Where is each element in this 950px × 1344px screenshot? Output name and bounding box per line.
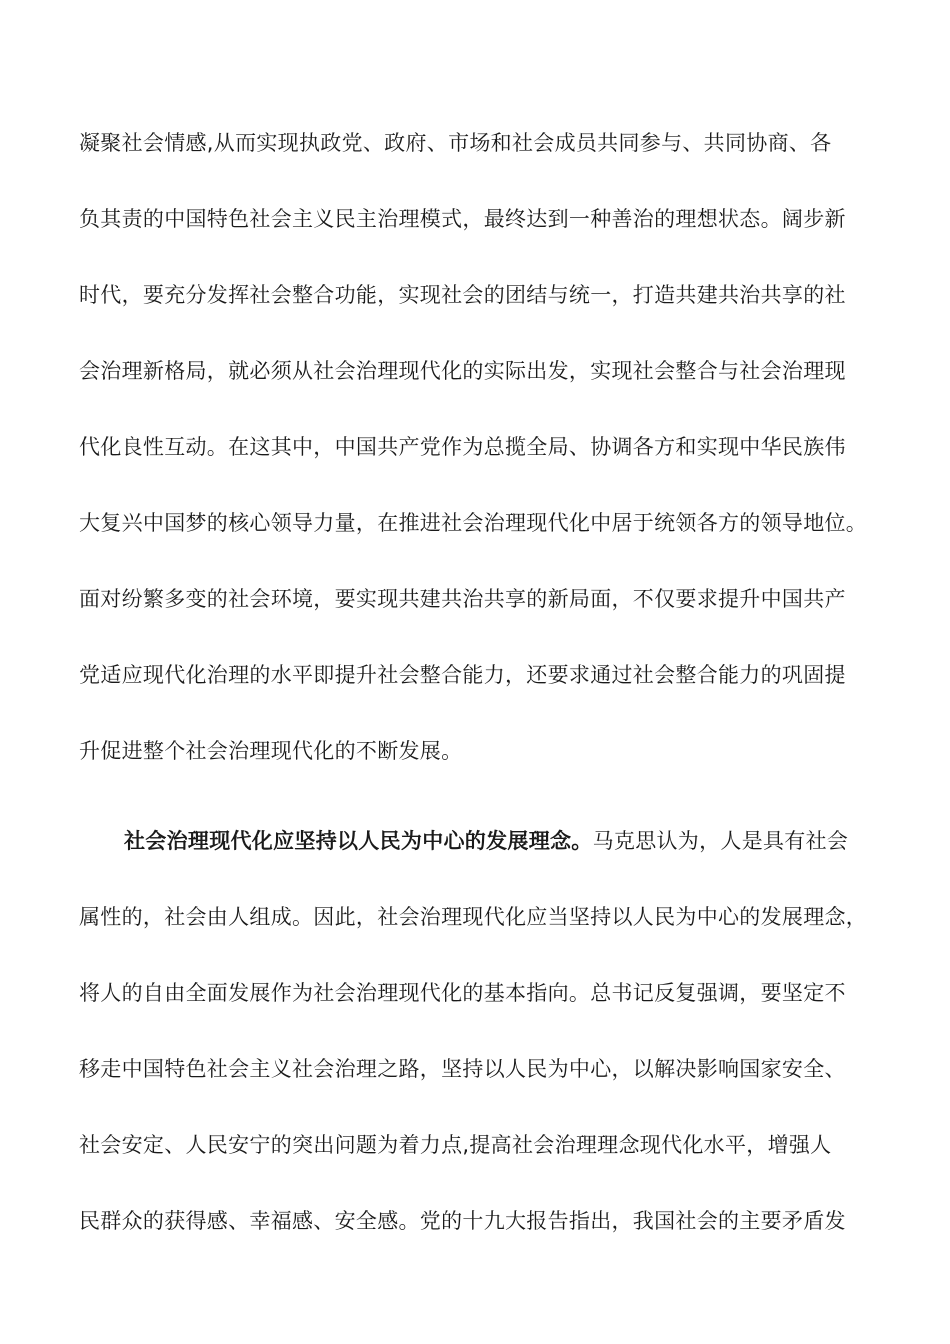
paragraph-1-line-1: 凝聚社会情感,从而实现执政党、政府、市场和社会成员共同参与、共同协商、各 bbox=[79, 131, 832, 155]
paragraph-2-line-3: 将人的自由全面发展作为社会治理现代化的基本指向。总书记反复强调，要坚定不 bbox=[79, 981, 846, 1005]
paragraph-2-line-4: 移走中国特色社会主义社会治理之路，坚持以人民为中心，以解决影响国家安全、 bbox=[79, 1057, 846, 1081]
paragraph-1-line-4: 会治理新格局，就必须从社会治理现代化的实际出发，实现社会整合与社会治理现 bbox=[79, 359, 846, 383]
paragraph-2-lead-rest: 马克思认为，人是具有社会 bbox=[592, 829, 849, 853]
paragraph-2-lead-bold: 社会治理现代化应坚持以人民为中心的发展理念。 bbox=[124, 829, 593, 853]
paragraph-2-line-2: 属性的，社会由人组成。因此，社会治理现代化应当坚持以人民为中心的发展理念， bbox=[79, 905, 868, 929]
paragraph-1-line-6: 大复兴中国梦的核心领导力量，在推进社会治理现代化中居于统领各方的领导地位。 bbox=[79, 511, 868, 535]
paragraph-1-line-5: 代化良性互动。在这其中，中国共产党作为总揽全局、协调各方和实现中华民族伟 bbox=[79, 435, 846, 459]
paragraph-2-line-6: 民群众的获得感、幸福感、安全感。党的十九大报告指出，我国社会的主要矛盾发 bbox=[79, 1209, 846, 1233]
paragraph-1-line-8: 党适应现代化治理的水平即提升社会整合能力，还要求通过社会整合能力的巩固提 bbox=[79, 663, 846, 687]
paragraph-1-line-3: 时代，要充分发挥社会整合功能，实现社会的团结与统一，打造共建共治共享的社 bbox=[79, 283, 846, 307]
paragraph-1-line-7: 面对纷繁多变的社会环境，要实现共建共治共享的新局面，不仅要求提升中国共产 bbox=[79, 587, 846, 611]
paragraph-1-line-2: 负其责的中国特色社会主义民主治理模式，最终达到一种善治的理想状态。阔步新 bbox=[79, 207, 846, 231]
paragraph-1-line-9: 升促进整个社会治理现代化的不断发展。 bbox=[79, 739, 463, 763]
paragraph-2-line-5: 社会安定、人民安宁的突出问题为着力点,提高社会治理理念现代化水平，增强人 bbox=[79, 1133, 832, 1157]
paragraph-2-line-1 bbox=[124, 826, 848, 856]
